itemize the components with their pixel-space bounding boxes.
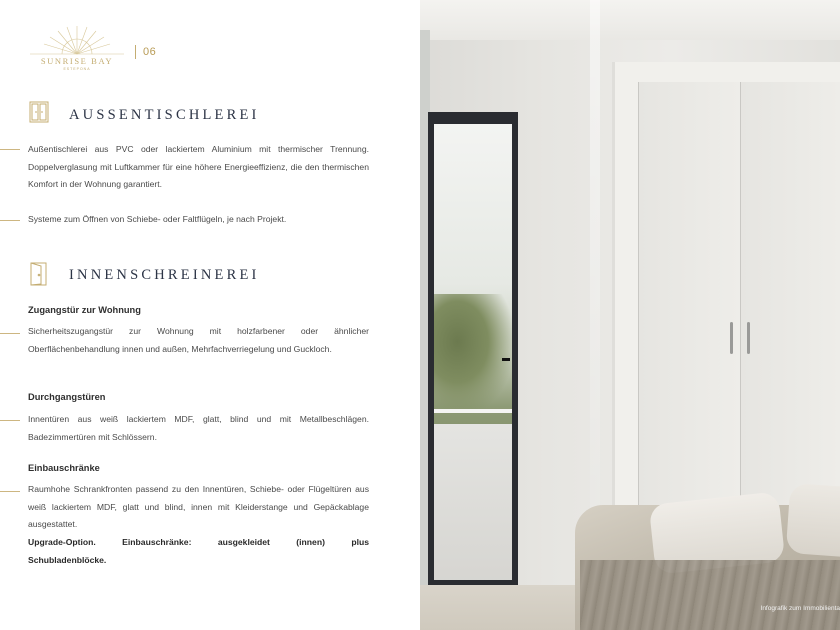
pillow bbox=[786, 483, 840, 559]
upgrade-line-1: Upgrade-Option. Einbauschränke: ausgekleidet (innen) plus bbox=[28, 537, 369, 547]
wardrobe-handle bbox=[730, 322, 733, 354]
bed-throw bbox=[580, 560, 840, 630]
ceiling bbox=[420, 0, 840, 40]
bedroom-photo bbox=[420, 0, 840, 630]
upgrade-line-2: Schubladenblöcke. bbox=[28, 554, 107, 565]
logo-name: SUNRISE BAY bbox=[40, 56, 114, 66]
bullet-line bbox=[0, 149, 20, 150]
section-title-aussentischlerei: AUSSENTISCHLEREI bbox=[69, 107, 260, 123]
window-icon bbox=[29, 101, 49, 123]
bullet-line bbox=[0, 420, 20, 421]
wardrobe-handle bbox=[747, 322, 750, 354]
sunrise-bay-logo bbox=[22, 20, 132, 72]
bullet-line bbox=[0, 333, 20, 334]
logo-subtitle: ESTEPONA bbox=[63, 67, 91, 71]
sunrise-logo-icon bbox=[22, 20, 132, 60]
bullet-line bbox=[0, 220, 20, 221]
page-separator bbox=[135, 45, 136, 59]
paragraph: Systeme zum Öffnen von Schiebe- oder Faltflügeln, je nach Projekt. bbox=[28, 214, 287, 224]
window-glass bbox=[434, 124, 512, 580]
subheading-zugangstuer: Zugangstür zur Wohnung bbox=[28, 305, 141, 315]
section-title-innenschreinerei: INNENSCHREINEREI bbox=[69, 267, 260, 283]
photo-caption: Infografik zum Immobilienta bbox=[760, 605, 840, 612]
window-handle bbox=[502, 358, 510, 361]
paragraph: Innentüren aus weiß lackiertem MDF, glatt, blind und mit Metallbeschlägen. Badezimmertüren mit Schlössern. bbox=[28, 414, 369, 442]
bullet-line bbox=[0, 491, 20, 492]
subheading-einbauschraenke: Einbauschränke bbox=[28, 463, 100, 473]
balcony-rail bbox=[434, 409, 512, 413]
paragraph: Außentischlerei aus PVC oder lackiertem Aluminium mit thermischer Trennung. Doppelverglasung mit Luftkammer für eine höhere Energieeffizienz, die den thermischen Komfort in der Wohnung garantiert. bbox=[28, 144, 369, 190]
subheading-durchgangstueren: Durchgangstüren bbox=[28, 392, 106, 402]
paragraph: Raumhohe Schrankfronten passend zu den Innentüren, Schiebe- oder Flügeltüren aus weiß lackiertem MDF, glatt und blind, innen mit Kleiderstange und Gepäckablage ausgestattet. bbox=[28, 484, 369, 530]
page-number: 06 bbox=[143, 46, 157, 58]
door-icon bbox=[30, 262, 50, 284]
trees bbox=[434, 294, 512, 414]
paragraph: Sicherheitszugangstür zur Wohnung mit holzfarbener oder ähnlicher Oberflächenbehandlung innen und außen, Mehrfachverriegelung und Guckloch. bbox=[28, 326, 369, 354]
terrace bbox=[434, 424, 512, 580]
upgrade-option-text bbox=[28, 534, 369, 569]
